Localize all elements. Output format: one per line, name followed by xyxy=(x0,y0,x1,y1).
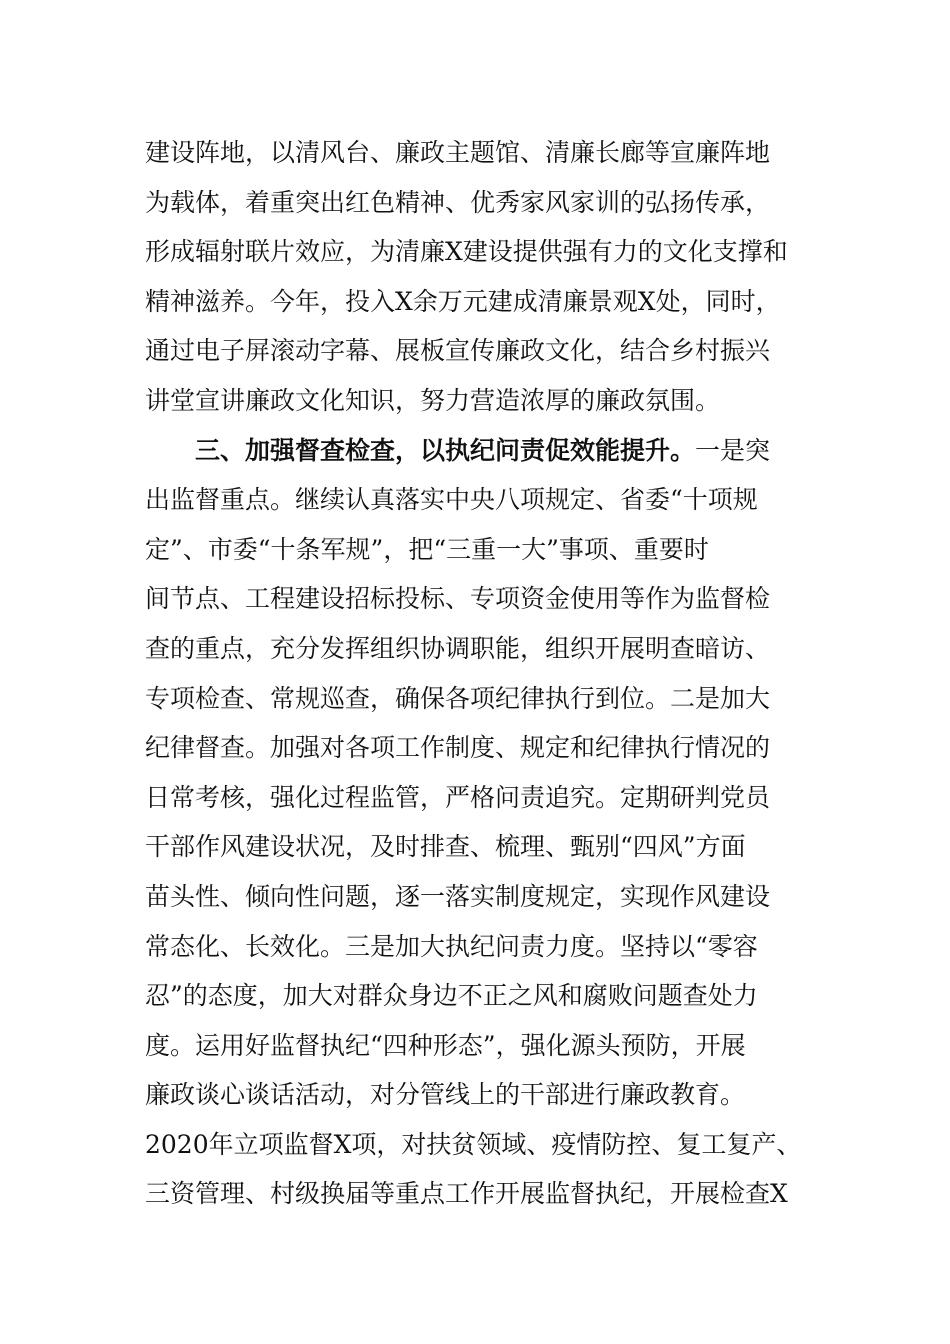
text-line: 纪律督查。加强对各项工作制度、规定和纪律执行情况的 xyxy=(145,733,771,763)
text-line: 度。运用好监督执纪“四种形态”，强化源头预防，开展 xyxy=(145,1030,746,1060)
section-heading-line xyxy=(145,426,825,476)
text-line: 查的重点，充分发挥组织协调职能，组织开展明查暗访、 xyxy=(145,633,771,663)
text-line: 专项检查、常规巡查，确保各项纪律执行到位。二是加大 xyxy=(145,683,771,713)
text-line: 建设阵地，以清风台、廉政主题馆、清廉长廊等宣廉阵地 xyxy=(145,138,771,167)
text-line: 忍”的态度，加大对群众身边不正之风和腐败问题查处力 xyxy=(145,981,758,1011)
text-line: 讲堂宣讲廉政文化知识，努力营造浓厚的廉政氛围。 xyxy=(145,385,721,415)
body-text xyxy=(145,128,825,1219)
text-line: 2020年立项监督X项，对扶贫领域、疫情防控、复工复产、 xyxy=(145,1129,802,1159)
text-line: 出监督重点。继续认真落实中央八项规定、省委“十项规 xyxy=(145,485,758,515)
text-line: 通过电子屏滚动字幕、展板宣传廉政文化，结合乡村振兴 xyxy=(145,336,771,366)
text-line: 间节点、工程建设招标投标、专项资金使用等作为监督检 xyxy=(145,584,771,614)
text-line: 干部作风建设状况，及时排查、梳理、甄别“四风”方面 xyxy=(145,832,746,862)
text-line: 日常考核，强化过程监管，严格问责追究。定期研判党员 xyxy=(145,782,771,812)
text-line: 常态化、长效化。三是加大执纪问责力度。坚持以“零容 xyxy=(145,931,758,961)
text-line: 形成辐射联片效应，为清廉X建设提供强有力的文化支撑和 xyxy=(145,237,788,267)
text-line: 为载体，着重突出红色精神、优秀家风家训的弘扬传承， xyxy=(145,187,771,217)
section-heading: 三、加强督查检查，以执纪问责促效能提升。 xyxy=(195,435,696,465)
text-line: 三资管理、村级换届等重点工作开展监督执纪，开展检查X xyxy=(145,1179,788,1209)
section-heading-continuation: 一是突 xyxy=(695,435,771,465)
text-line: 定”、市委“十条军规”，把“三重一大”事项、重要时 xyxy=(145,534,709,564)
text-line: 苗头性、倾向性问题，逐一落实制度规定，实现作风建设 xyxy=(145,881,771,911)
text-line: 廉政谈心谈话活动，对分管线上的干部进行廉政教育。 xyxy=(145,1080,746,1110)
text-line: 精神滋养。今年，投入X余万元建成清廉景观X处，同时， xyxy=(145,286,781,316)
